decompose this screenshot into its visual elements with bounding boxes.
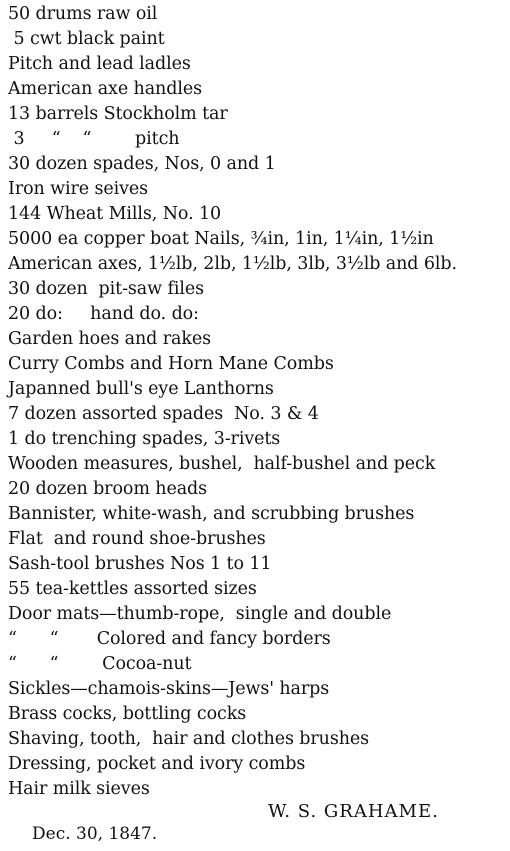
item-line: American axe handles: [8, 79, 202, 99]
item-line: Garden hoes and rakes: [8, 329, 211, 349]
item-line: 50 drums raw oil: [8, 4, 158, 24]
item-line: “ “ Colored and fancy borders: [8, 629, 331, 649]
item-line: 20 dozen broom heads: [8, 479, 208, 499]
item-line: 13 barrels Stockholm tar: [8, 104, 228, 124]
item-line: 20 do: hand do. do:: [8, 304, 199, 324]
item-line: Iron wire seives: [8, 179, 149, 199]
item-line: Wooden measures, bushel, half-bushel and peck: [8, 454, 436, 474]
item-line: Brass cocks, bottling cocks: [8, 704, 247, 724]
item-line: Pitch and lead ladles: [8, 54, 191, 74]
item-line: “ “ Cocoa-nut: [8, 654, 192, 674]
item-line: Sash-tool brushes Nos 1 to 11: [8, 554, 272, 574]
item-line: 5000 ea copper boat Nails, ¾in, 1in, 1¼in, 1½in: [8, 229, 434, 249]
item-line: Dressing, pocket and ivory combs: [8, 754, 306, 774]
item-line: 30 dozen spades, Nos, 0 and 1: [8, 154, 276, 174]
item-line: Bannister, white-wash, and scrubbing brushes: [8, 504, 415, 524]
date-line: Dec. 30, 1847.: [32, 824, 158, 844]
item-line: Sickles—chamois-skins—Jews' harps: [8, 679, 330, 699]
item-line: Curry Combs and Horn Mane Combs: [8, 354, 334, 374]
item-line: 7 dozen assorted spades No. 3 & 4: [8, 404, 319, 424]
signature: W. S. GRAHAME.: [268, 801, 439, 822]
item-line: 30 dozen pit-saw files: [8, 279, 204, 299]
item-line: 3 “ “ pitch: [8, 129, 180, 149]
item-line: Shaving, tooth, hair and clothes brushes: [8, 729, 370, 749]
item-line: 55 tea-kettles assorted sizes: [8, 579, 257, 599]
item-line: 5 cwt black paint: [8, 29, 165, 49]
item-line: 1 do trenching spades, 3-rivets: [8, 429, 281, 449]
item-line: Japanned bull's eye Lanthorns: [8, 379, 274, 399]
item-line: American axes, 1½lb, 2lb, 1½lb, 3lb, 3½lb and 6lb.: [8, 254, 457, 274]
item-line: Door mats—thumb-rope, single and double: [8, 604, 392, 624]
item-line: 144 Wheat Mills, No. 10: [8, 204, 222, 224]
item-line: Hair milk sieves: [8, 779, 150, 799]
item-line: Flat and round shoe-brushes: [8, 529, 266, 549]
